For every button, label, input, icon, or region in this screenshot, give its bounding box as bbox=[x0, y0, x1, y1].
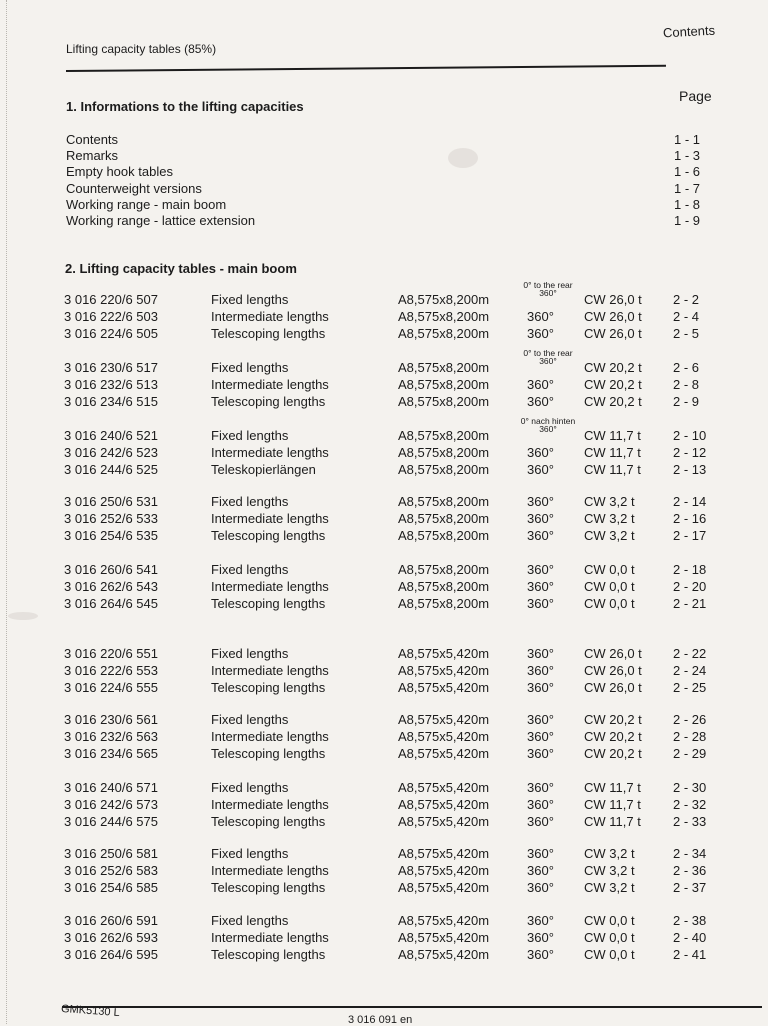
table-code: 3 016 260/6 591 bbox=[64, 913, 158, 928]
table-row bbox=[64, 712, 734, 729]
section-1-contents bbox=[66, 132, 726, 229]
boom-dimensions: A8,575x8,200m bbox=[398, 445, 490, 460]
table-name: Teleskopierlängen bbox=[211, 462, 316, 477]
counterweight: CW 3,2 t bbox=[584, 528, 635, 543]
counterweight: CW 11,7 t bbox=[584, 780, 641, 795]
slewing-angle: 360° bbox=[527, 596, 554, 611]
table-row bbox=[64, 528, 734, 545]
table-name: Intermediate lengths bbox=[211, 663, 329, 678]
page-number: 2 - 2 bbox=[673, 292, 700, 307]
slewing-angle: 360° bbox=[527, 394, 554, 409]
paper-smudge bbox=[8, 612, 38, 620]
table-row bbox=[64, 663, 734, 680]
table-name: Fixed lengths bbox=[211, 913, 289, 928]
boom-dimensions: A8,575x5,420m bbox=[398, 729, 490, 744]
toc-row bbox=[66, 164, 726, 180]
table-code: 3 016 264/6 595 bbox=[64, 947, 158, 962]
counterweight: CW 3,2 t bbox=[584, 494, 635, 509]
boom-dimensions: A8,575x5,420m bbox=[398, 947, 490, 962]
table-code: 3 016 244/6 525 bbox=[64, 462, 158, 477]
counterweight: CW 0,0 t bbox=[584, 596, 635, 611]
page-number: 2 - 6 bbox=[673, 360, 700, 375]
boom-dimensions: A8,575x5,420m bbox=[398, 746, 490, 761]
footer-rule bbox=[62, 1006, 762, 1008]
slewing-angle: 360° bbox=[527, 445, 554, 460]
table-code: 3 016 260/6 541 bbox=[64, 562, 158, 577]
toc-row bbox=[66, 132, 726, 148]
page-number: 2 - 17 bbox=[673, 528, 707, 543]
footer-model: GMK5130 L bbox=[60, 1002, 121, 1020]
table-name: Intermediate lengths bbox=[211, 445, 329, 460]
boom-dimensions: A8,575x5,420m bbox=[398, 680, 490, 695]
table-code: 3 016 250/6 531 bbox=[64, 494, 158, 509]
page-number: 2 - 16 bbox=[673, 511, 707, 526]
page-number: 2 - 5 bbox=[673, 326, 700, 341]
boom-dimensions: A8,575x5,420m bbox=[398, 780, 490, 795]
counterweight: CW 11,7 t bbox=[584, 428, 641, 443]
boom-dimensions: A8,575x5,420m bbox=[398, 663, 490, 678]
table-row bbox=[64, 292, 734, 309]
table-group bbox=[64, 280, 734, 343]
slewing-angle: 360° bbox=[527, 326, 554, 341]
counterweight: CW 3,2 t bbox=[584, 846, 635, 861]
slewing-angle: 360° bbox=[527, 846, 554, 861]
table-code: 3 016 220/6 507 bbox=[64, 292, 158, 307]
table-name: Telescoping lengths bbox=[211, 596, 326, 611]
boom-dimensions: A8,575x8,200m bbox=[398, 462, 490, 477]
section-1-heading: 1. Informations to the lifting capacities bbox=[66, 99, 304, 114]
boom-dimensions: A8,575x8,200m bbox=[398, 360, 490, 375]
table-name: Fixed lengths bbox=[211, 428, 289, 443]
toc-row bbox=[66, 181, 726, 197]
boom-dimensions: A8,575x8,200m bbox=[398, 562, 490, 577]
boom-dimensions: A8,575x5,420m bbox=[398, 880, 490, 895]
counterweight: CW 26,0 t bbox=[584, 309, 642, 324]
table-code: 3 016 242/6 573 bbox=[64, 797, 158, 812]
slewing-note: 0° to the rear 360° bbox=[523, 280, 573, 298]
table-name: Fixed lengths bbox=[211, 780, 289, 795]
page-left-edge bbox=[0, 0, 7, 1024]
counterweight: CW 20,2 t bbox=[584, 729, 642, 744]
table-name: Intermediate lengths bbox=[211, 511, 329, 526]
counterweight: CW 0,0 t bbox=[584, 913, 635, 928]
page-number: 2 - 20 bbox=[673, 579, 707, 594]
table-code: 3 016 252/6 583 bbox=[64, 863, 158, 878]
table-code: 3 016 234/6 515 bbox=[64, 394, 158, 409]
page-number: 2 - 29 bbox=[673, 746, 707, 761]
counterweight: CW 20,2 t bbox=[584, 377, 642, 392]
page-number: 2 - 26 bbox=[673, 712, 707, 727]
table-name: Fixed lengths bbox=[211, 494, 289, 509]
counterweight: CW 26,0 t bbox=[584, 292, 642, 307]
slewing-note: 0° nach hinten 360° bbox=[520, 416, 576, 434]
page-number: 2 - 13 bbox=[673, 462, 707, 477]
footer-doc-number: 3 016 091 en bbox=[348, 1014, 413, 1026]
table-code: 3 016 254/6 585 bbox=[64, 880, 158, 895]
table-row bbox=[64, 309, 734, 326]
table-row bbox=[64, 511, 734, 528]
toc-row bbox=[66, 213, 726, 229]
page-number: 2 - 30 bbox=[673, 780, 707, 795]
toc-label: Working range - main boom bbox=[66, 196, 227, 212]
page-number: 2 - 4 bbox=[673, 309, 700, 324]
table-name: Intermediate lengths bbox=[211, 309, 329, 324]
table-row bbox=[64, 377, 734, 394]
counterweight: CW 20,2 t bbox=[584, 394, 642, 409]
counterweight: CW 20,2 t bbox=[584, 712, 642, 727]
counterweight: CW 11,7 t bbox=[584, 462, 641, 477]
table-code: 3 016 230/6 561 bbox=[64, 712, 158, 727]
table-row bbox=[64, 746, 734, 763]
toc-page: 1 - 7 bbox=[674, 180, 701, 196]
table-row bbox=[64, 930, 734, 947]
table-code: 3 016 252/6 533 bbox=[64, 511, 158, 526]
table-code: 3 016 240/6 571 bbox=[64, 780, 158, 795]
table-name: Intermediate lengths bbox=[211, 377, 329, 392]
table-row bbox=[64, 445, 734, 462]
counterweight: CW 3,2 t bbox=[584, 863, 635, 878]
table-code: 3 016 224/6 505 bbox=[64, 326, 158, 341]
table-name: Telescoping lengths bbox=[211, 814, 326, 829]
table-group bbox=[64, 646, 734, 697]
slewing-angle: 360° bbox=[527, 729, 554, 744]
boom-dimensions: A8,575x8,200m bbox=[398, 394, 490, 409]
counterweight: CW 20,2 t bbox=[584, 360, 642, 375]
table-code: 3 016 262/6 543 bbox=[64, 579, 158, 594]
page-number: 2 - 9 bbox=[673, 394, 700, 409]
table-name: Telescoping lengths bbox=[211, 746, 326, 761]
page-number: 2 - 8 bbox=[673, 377, 700, 392]
table-row bbox=[64, 814, 734, 831]
table-group bbox=[64, 562, 734, 613]
table-name: Fixed lengths bbox=[211, 846, 289, 861]
toc-page: 1 - 3 bbox=[674, 148, 701, 164]
table-row bbox=[64, 646, 734, 663]
table-group bbox=[64, 780, 734, 831]
header-section-title: Contents bbox=[662, 22, 716, 41]
table-name: Intermediate lengths bbox=[211, 863, 329, 878]
boom-dimensions: A8,575x5,420m bbox=[398, 913, 490, 928]
page-number: 2 - 38 bbox=[673, 913, 707, 928]
boom-dimensions: A8,575x5,420m bbox=[398, 846, 490, 861]
page-number: 2 - 10 bbox=[673, 428, 707, 443]
header-rule bbox=[66, 65, 666, 72]
page-number: 2 - 22 bbox=[673, 646, 707, 661]
table-name: Telescoping lengths bbox=[211, 880, 326, 895]
table-row bbox=[64, 428, 734, 445]
table-name: Fixed lengths bbox=[211, 562, 289, 577]
table-code: 3 016 242/6 523 bbox=[64, 445, 158, 460]
table-name: Intermediate lengths bbox=[211, 729, 329, 744]
slewing-angle: 360° bbox=[527, 947, 554, 962]
toc-page: 1 - 6 bbox=[674, 164, 701, 180]
table-code: 3 016 250/6 581 bbox=[64, 846, 158, 861]
table-name: Telescoping lengths bbox=[211, 326, 326, 341]
page-number: 2 - 28 bbox=[673, 729, 707, 744]
table-name: Telescoping lengths bbox=[211, 680, 326, 695]
counterweight: CW 26,0 t bbox=[584, 663, 642, 678]
table-group bbox=[64, 913, 734, 964]
boom-dimensions: A8,575x8,200m bbox=[398, 596, 490, 611]
table-row bbox=[64, 913, 734, 930]
table-name: Fixed lengths bbox=[211, 292, 289, 307]
slewing-angle: 360° bbox=[527, 579, 554, 594]
page-number: 2 - 24 bbox=[673, 663, 707, 678]
slewing-angle: 360° bbox=[527, 511, 554, 526]
slewing-angle: 360° bbox=[527, 780, 554, 795]
boom-dimensions: A8,575x8,200m bbox=[398, 528, 490, 543]
slewing-angle: 360° bbox=[527, 309, 554, 324]
table-row bbox=[64, 863, 734, 880]
table-row bbox=[64, 579, 734, 596]
counterweight: CW 0,0 t bbox=[584, 930, 635, 945]
table-code: 3 016 234/6 565 bbox=[64, 746, 158, 761]
table-name: Fixed lengths bbox=[211, 646, 289, 661]
page-number: 2 - 18 bbox=[673, 562, 707, 577]
boom-dimensions: A8,575x5,420m bbox=[398, 863, 490, 878]
page-number: 2 - 32 bbox=[673, 797, 707, 812]
page-number: 2 - 36 bbox=[673, 863, 707, 878]
page-column-label: Page bbox=[679, 88, 712, 104]
toc-label: Counterweight versions bbox=[66, 180, 202, 196]
table-name: Intermediate lengths bbox=[211, 579, 329, 594]
counterweight: CW 3,2 t bbox=[584, 880, 635, 895]
page-number: 2 - 21 bbox=[673, 596, 707, 611]
table-row bbox=[64, 394, 734, 411]
counterweight: CW 0,0 t bbox=[584, 579, 635, 594]
table-row bbox=[64, 947, 734, 964]
table-name: Intermediate lengths bbox=[211, 797, 329, 812]
slewing-note: 0° to the rear 360° bbox=[523, 348, 573, 366]
table-name: Telescoping lengths bbox=[211, 947, 326, 962]
table-code: 3 016 222/6 553 bbox=[64, 663, 158, 678]
table-row bbox=[64, 880, 734, 897]
toc-label: Working range - lattice extension bbox=[66, 212, 256, 228]
page-number: 2 - 33 bbox=[673, 814, 707, 829]
page-number: 2 - 14 bbox=[673, 494, 707, 509]
slewing-angle: 360° bbox=[527, 880, 554, 895]
slewing-angle: 360° bbox=[527, 712, 554, 727]
table-name: Fixed lengths bbox=[211, 360, 289, 375]
boom-dimensions: A8,575x5,420m bbox=[398, 797, 490, 812]
table-code: 3 016 220/6 551 bbox=[64, 646, 158, 661]
boom-dimensions: A8,575x8,200m bbox=[398, 511, 490, 526]
table-row bbox=[64, 729, 734, 746]
slewing-angle: 360° bbox=[527, 494, 554, 509]
slewing-angle: 360° bbox=[527, 930, 554, 945]
slewing-angle: 360° bbox=[527, 528, 554, 543]
table-code: 3 016 222/6 503 bbox=[64, 309, 158, 324]
table-row bbox=[64, 846, 734, 863]
table-row bbox=[64, 596, 734, 613]
slewing-angle: 360° bbox=[527, 663, 554, 678]
slewing-angle: 360° bbox=[527, 913, 554, 928]
counterweight: CW 3,2 t bbox=[584, 511, 635, 526]
boom-dimensions: A8,575x8,200m bbox=[398, 428, 490, 443]
slewing-angle: 360° bbox=[527, 680, 554, 695]
table-row bbox=[64, 680, 734, 697]
toc-page: 1 - 9 bbox=[674, 212, 701, 228]
table-code: 3 016 232/6 563 bbox=[64, 729, 158, 744]
table-group bbox=[64, 494, 734, 545]
boom-dimensions: A8,575x5,420m bbox=[398, 930, 490, 945]
counterweight: CW 0,0 t bbox=[584, 947, 635, 962]
counterweight: CW 0,0 t bbox=[584, 562, 635, 577]
table-name: Intermediate lengths bbox=[211, 930, 329, 945]
table-name: Fixed lengths bbox=[211, 712, 289, 727]
toc-row bbox=[66, 148, 726, 164]
toc-label: Remarks bbox=[66, 148, 119, 164]
slewing-angle: 360° bbox=[527, 814, 554, 829]
slewing-angle: 360° bbox=[527, 377, 554, 392]
header-title: Lifting capacity tables (85%) bbox=[66, 42, 217, 56]
boom-dimensions: A8,575x5,420m bbox=[398, 646, 490, 661]
boom-dimensions: A8,575x8,200m bbox=[398, 377, 490, 392]
page-number: 2 - 40 bbox=[673, 930, 707, 945]
toc-label: Contents bbox=[66, 132, 119, 147]
table-row bbox=[64, 326, 734, 343]
slewing-angle: 360° bbox=[527, 863, 554, 878]
table-group bbox=[64, 416, 734, 479]
slewing-angle: 360° bbox=[527, 646, 554, 661]
table-name: Telescoping lengths bbox=[211, 528, 326, 543]
toc-page: 1 - 1 bbox=[674, 132, 701, 147]
toc-label: Empty hook tables bbox=[66, 164, 173, 180]
table-code: 3 016 232/6 513 bbox=[64, 377, 158, 392]
counterweight: CW 11,7 t bbox=[584, 814, 641, 829]
boom-dimensions: A8,575x8,200m bbox=[398, 292, 490, 307]
table-name: Telescoping lengths bbox=[211, 394, 326, 409]
toc-page: 1 - 8 bbox=[674, 196, 701, 212]
section-2-heading: 2. Lifting capacity tables - main boom bbox=[65, 261, 297, 276]
table-code: 3 016 244/6 575 bbox=[64, 814, 158, 829]
table-group bbox=[64, 348, 734, 411]
table-row bbox=[64, 494, 734, 511]
slewing-angle: 360° bbox=[527, 797, 554, 812]
boom-dimensions: A8,575x8,200m bbox=[398, 579, 490, 594]
slewing-angle: 360° bbox=[527, 462, 554, 477]
counterweight: CW 26,0 t bbox=[584, 680, 642, 695]
counterweight: CW 11,7 t bbox=[584, 445, 641, 460]
table-code: 3 016 262/6 593 bbox=[64, 930, 158, 945]
counterweight: CW 20,2 t bbox=[584, 746, 642, 761]
table-code: 3 016 230/6 517 bbox=[64, 360, 158, 375]
page-number: 2 - 25 bbox=[673, 680, 707, 695]
table-code: 3 016 264/6 545 bbox=[64, 596, 158, 611]
table-row bbox=[64, 780, 734, 797]
boom-dimensions: A8,575x8,200m bbox=[398, 326, 490, 341]
boom-dimensions: A8,575x5,420m bbox=[398, 814, 490, 829]
slewing-angle: 360° bbox=[527, 562, 554, 577]
toc-row bbox=[66, 197, 726, 213]
slewing-angle: 360° bbox=[527, 746, 554, 761]
boom-dimensions: A8,575x8,200m bbox=[398, 494, 490, 509]
table-row bbox=[64, 360, 734, 377]
table-row bbox=[64, 797, 734, 814]
boom-dimensions: A8,575x8,200m bbox=[398, 309, 490, 324]
table-row bbox=[64, 562, 734, 579]
table-group bbox=[64, 846, 734, 897]
table-code: 3 016 240/6 521 bbox=[64, 428, 158, 443]
table-row bbox=[64, 462, 734, 479]
counterweight: CW 26,0 t bbox=[584, 646, 642, 661]
table-code: 3 016 224/6 555 bbox=[64, 680, 158, 695]
page-number: 2 - 34 bbox=[673, 846, 707, 861]
table-group bbox=[64, 712, 734, 763]
counterweight: CW 26,0 t bbox=[584, 326, 642, 341]
page-number: 2 - 41 bbox=[673, 947, 707, 962]
page-number: 2 - 12 bbox=[673, 445, 707, 460]
page-number: 2 - 37 bbox=[673, 880, 707, 895]
counterweight: CW 11,7 t bbox=[584, 797, 641, 812]
table-code: 3 016 254/6 535 bbox=[64, 528, 158, 543]
boom-dimensions: A8,575x5,420m bbox=[398, 712, 490, 727]
